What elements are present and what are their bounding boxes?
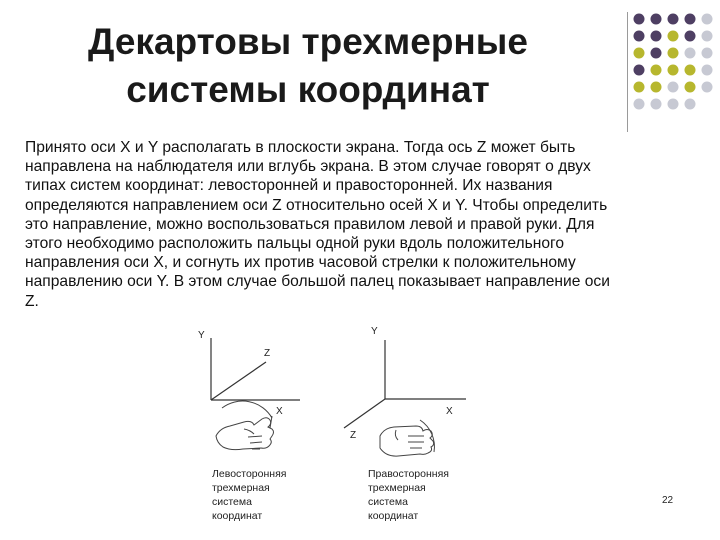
right-caption-line-2: трехмерная — [368, 482, 426, 494]
body-line-4: определяются направлением оси Z относительно осей X и Y. Чтобы определить — [25, 196, 608, 214]
left-z-axis — [211, 362, 266, 400]
left-caption-line-1: Левосторонняя — [212, 468, 287, 480]
right-caption-line-3: система — [368, 496, 408, 508]
left-axis-x-label: X — [276, 406, 283, 417]
right-caption-line-4: координат — [368, 510, 419, 522]
body-line-9: Z. — [25, 292, 39, 310]
left-axis-y-label: Y — [198, 330, 205, 341]
page-number: 22 — [662, 495, 674, 506]
body-line-5: это направление, можно воспользоваться правилом левой и правой руки. Для — [25, 215, 595, 233]
left-hand-icon — [216, 401, 274, 450]
right-hand-icon — [380, 420, 434, 456]
left-caption-line-2: трехмерная — [212, 482, 270, 494]
right-axis-z-label: Z — [350, 430, 357, 441]
right-z-axis — [344, 399, 385, 428]
left-handed-diagram — [211, 338, 300, 400]
left-axis-z-label: Z — [264, 348, 271, 359]
body-line-7: направления оси X, и согнуть их против часовой стрелки к положительному — [25, 254, 576, 272]
slide-title-line-2: системы координат — [126, 69, 490, 110]
body-line-8: направлению оси Y. В этом случае большой палец показывает направление оси — [25, 273, 610, 291]
body-line-1: Принято оси X и Y располагать в плоскости экрана. Тогда ось Z может быть — [25, 139, 576, 156]
body-line-6: этого необходимо расположить пальцы одной руки вдоль положительного — [25, 235, 565, 253]
body-line-3: типах систем координат: левосторонней и правосторонней. Их названия — [25, 177, 553, 195]
left-diagram-caption — [212, 467, 286, 523]
right-axis-y-label: Y — [371, 326, 378, 337]
left-caption-line-3: система — [212, 496, 252, 508]
body-line-2: направлена на наблюдателя или вглубь экрана. В этом случае говорят о двух — [25, 158, 591, 176]
left-caption-line-4: координат — [212, 510, 263, 522]
slide-title-line-1: Декартовы трехмерные — [88, 21, 528, 62]
right-caption-line-1: Правосторонняя — [368, 468, 449, 480]
right-diagram-caption — [368, 467, 449, 523]
right-axis-x-label: X — [446, 406, 453, 417]
